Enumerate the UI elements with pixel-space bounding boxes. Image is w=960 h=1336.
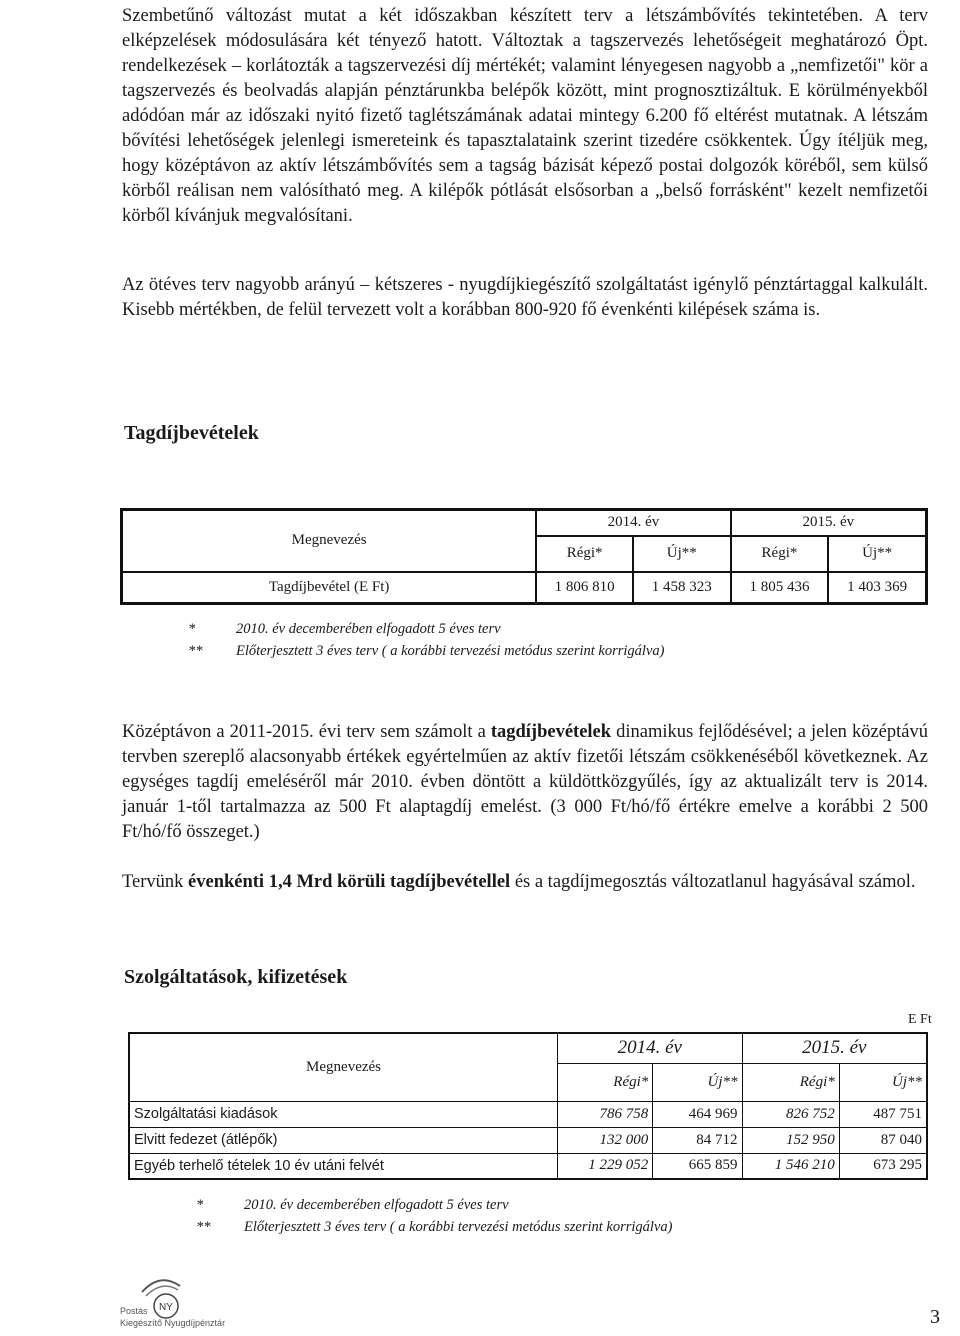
table2-cell: 132 000 (558, 1127, 653, 1153)
unit-label: E Ft (908, 1012, 932, 1027)
table2-cell: 673 295 (839, 1153, 927, 1179)
services-table (128, 1032, 928, 1180)
pension-fund-logo (120, 1270, 270, 1330)
paragraph-plan-summary (122, 870, 928, 895)
footnote-text: Előterjesztett 3 éves terv ( a korábbi tervezési metódus szerint korrigálva) (236, 643, 665, 659)
table2-sub-old-2014: Régi* (558, 1063, 653, 1101)
table1-header-year-2015: 2015. év (731, 510, 927, 536)
paragraph-text: Tervünk (122, 872, 189, 892)
page-number: 3 (930, 1306, 940, 1328)
table2-cell: 487 751 (839, 1101, 927, 1127)
heading-membership-fees: Tagdíjbevételek (124, 422, 259, 444)
table2-cell: 87 040 (839, 1127, 927, 1153)
footnote-mark: * (188, 621, 196, 637)
table2-cell: 786 758 (558, 1101, 653, 1127)
table1-header-label: Megnevezés (122, 510, 537, 572)
footnote-text: 2010. év decemberében elfogadott 5 éves terv (244, 1197, 509, 1213)
heading-services-payments: Szolgáltatások, kifizetések (124, 966, 348, 988)
table2-footnotes (196, 1194, 672, 1238)
table1-row-label: Tagdíjbevétel (E Ft) (122, 572, 537, 604)
table1-sub-new-2014: Új** (633, 536, 731, 572)
table2-row-label: Egyéb terhelő tételek 10 év utáni felvét (129, 1153, 558, 1179)
paragraph-membership-change: Szembetűnő változást mutat a két időszakban készített terv a létszámbővítés tekintetében. A terv elképzelések módosulására két tényező hatott. Változtak a tagszervezés lehetőségeit meghatározó Öpt. rendelkezések – korlátozták a tagszervezési díj mértékét; valamint lényegesen nagyobb a „nemfizetői" kör a tagszervezés és beolvadás alapján pénztárunkba belépők között, mint prognosztizáltuk. E körülményekből adódóan már az időszaki nyitó fizető taglétszámának adatai mintegy 6.200 fő eltérést mutatnak. A létszám bővítési lehetőségek jelenlegi ismereteink és tapasztalataink szerint tizedére csökkentek. Úgy ítéljük meg, hogy középtávon az aktív létszámbővítés sem a tagság bázisát képező postai dolgozók köréből, sem külső körből reálisan nem valósítható meg. A kilépők pótlását elsősorban a „belső forrásként" kezelt nemfizetői körből kívánjuk megvalósítani. (122, 6, 928, 226)
footnote-mark: ** (196, 1219, 211, 1235)
paragraph-bold-text: évenkénti 1,4 Mrd körüli tagdíjbevétellel (188, 872, 511, 892)
table1-sub-new-2015: Új** (828, 536, 926, 572)
table1-cell: 1 403 369 (828, 572, 926, 604)
table1-cell: 1 805 436 (731, 572, 829, 604)
paragraph-text: dinamikus fejlődésével; a jelen középtávú tervben szereplő alacsonyabb értékek egyértelműen az aktív fizetői létszám csökkenéséből következnek. Az egységes tagdíj emeléséről már 2010. évben döntött a küldöttközgyűlés, így az aktualizált terv is 2014. január 1-től tartalmazza az 500 Ft alaptagdíj emelést. (3 000 Ft/hó/fő értékre emelve a korábbi 2 500 Ft/hó/fő összeget.) (122, 722, 928, 842)
membership-fee-table (120, 508, 928, 605)
paragraph-mid-term (122, 720, 928, 845)
table2-cell: 1 229 052 (558, 1153, 653, 1179)
logo-text-line1: Postás (120, 1306, 148, 1316)
footnote-mark: ** (188, 643, 203, 659)
table2-cell: 84 712 (653, 1127, 742, 1153)
footnote-text: 2010. év decemberében elfogadott 5 éves terv (236, 621, 501, 637)
table2-cell: 826 752 (742, 1101, 839, 1127)
table2-header-label: Megnevezés (129, 1033, 558, 1101)
table2-cell: 1 546 210 (742, 1153, 839, 1179)
footnote-text: Előterjesztett 3 éves terv ( a korábbi tervezési metódus szerint korrigálva) (244, 1219, 673, 1235)
table1-cell: 1 458 323 (633, 572, 731, 604)
table1-footnotes (188, 618, 664, 662)
table1-sub-old-2015: Régi* (731, 536, 829, 572)
table2-header-year-2015: 2015. év (742, 1033, 927, 1063)
table2-sub-new-2015: Új** (839, 1063, 927, 1101)
table1-cell: 1 806 810 (536, 572, 633, 604)
footnote-mark: * (196, 1197, 204, 1213)
table2-row-label: Elvitt fedezet (átlépők) (129, 1127, 558, 1153)
table1-sub-old-2014: Régi* (536, 536, 633, 572)
paragraph-bold-text: tagdíjbevételek (490, 722, 612, 742)
table2-cell: 152 950 (742, 1127, 839, 1153)
paragraph-five-year-plan: Az ötéves terv nagyobb arányú – kétszeres - nyugdíjkiegészítő szolgáltatást igénylő pénztártaggal kalkulált. Kisebb mértékben, de felül tervezett volt a korábban 800-920 fő évenkénti kilépések száma is. (122, 275, 928, 320)
table1-header-year-2014: 2014. év (536, 510, 730, 536)
table2-header-year-2014: 2014. év (558, 1033, 742, 1063)
logo-badge-text: NY (159, 1302, 173, 1313)
paragraph-text: és a tagdíjmegosztás változatlanul hagyásával számol. (510, 872, 916, 892)
paragraph-text: Középtávon a 2011-2015. évi terv sem számolt a (122, 722, 491, 742)
table2-cell: 464 969 (653, 1101, 742, 1127)
logo-text-line2: Kiegészítő Nyugdíjpénztár (120, 1318, 226, 1328)
table2-sub-new-2014: Új** (653, 1063, 742, 1101)
table2-row-label: Szolgáltatási kiadások (129, 1101, 558, 1127)
table2-cell: 665 859 (653, 1153, 742, 1179)
table2-sub-old-2015: Régi* (742, 1063, 839, 1101)
